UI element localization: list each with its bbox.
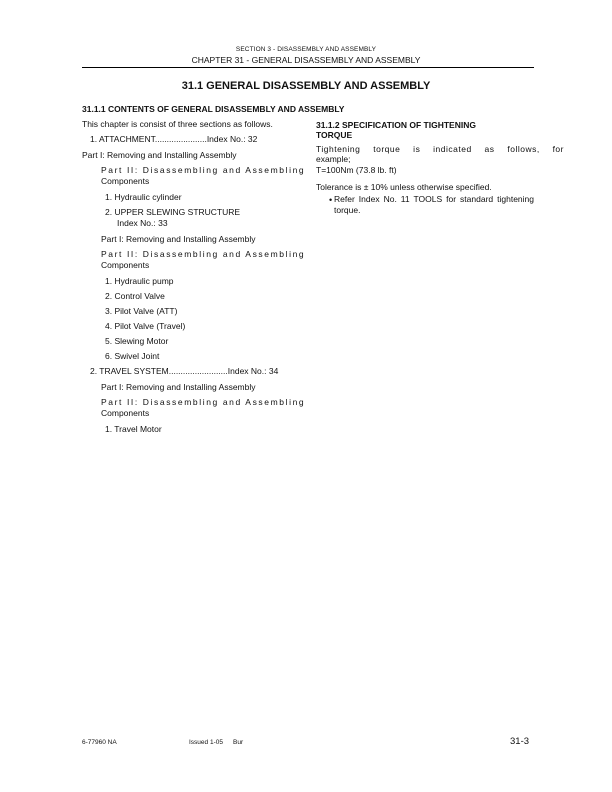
list-item: 1. Hydraulic pump [105, 276, 174, 286]
attachment-line: 1. ATTACHMENT......................Index No.: 32 [90, 134, 258, 144]
footer-bur: Bur [233, 739, 244, 746]
section-title: 31.1 GENERAL DISASSEMBLY AND ASSEMBLY [181, 80, 431, 92]
header-rule [82, 67, 534, 68]
page-number: 31-3 [510, 736, 530, 747]
torque-heading-line2: TORQUE [316, 129, 353, 140]
index-line: Index No.: 33 [117, 218, 168, 228]
part2-line: Part II: Disassembling and Assembling [101, 397, 306, 407]
part2-line: Part II: Disassembling and Assembling [101, 249, 306, 259]
torque-paragraph-line1: Tightening torque is indicated as follows, for [316, 144, 564, 154]
part1-line: Part I: Removing and Installing Assembly [82, 150, 237, 160]
bullet-text: Refer Index No. 11 TOOLS for standard tightening torque. [334, 194, 534, 215]
part1-line: Part I: Removing and Installing Assembly [101, 382, 256, 392]
intro-text: This chapter is consist of three sections as follows. [82, 119, 273, 129]
list-item: 6. Swivel Joint [105, 351, 160, 361]
list-item: 2. UPPER SLEWING STRUCTURE [105, 207, 241, 217]
footer-doc-number: 6-77960 NA [82, 739, 117, 746]
list-item: 2. Control Valve [105, 291, 165, 301]
list-item: 3. Pilot Valve (ATT) [105, 306, 178, 316]
components-line: Components [101, 408, 150, 418]
torque-heading [316, 121, 536, 140]
travel-system-line: 2. TRAVEL SYSTEM.........................Index No.: 34 [90, 366, 279, 376]
torque-example: T=100Nm (73.8 lb. ft) [316, 165, 397, 175]
list-item: 1. Hydraulic cylinder [105, 192, 182, 202]
list-item: 1. Travel Motor [105, 424, 162, 434]
torque-heading-line1: 31.1.2 SPECIFICATION OF TIGHTENING [316, 120, 476, 130]
part1-line: Part I: Removing and Installing Assembly [101, 234, 256, 244]
running-header-section: SECTION 3 - DISASSEMBLY AND ASSEMBLY [235, 46, 377, 53]
footer-issued: Issued 1-05 [189, 739, 223, 746]
contents-heading: 31.1.1 CONTENTS OF GENERAL DISASSEMBLY AND ASSEMBLY [82, 104, 345, 114]
tolerance-text: Tolerance is ± 10% unless otherwise specified. [316, 182, 492, 192]
torque-paragraph-line2: example; [316, 154, 351, 164]
list-item: 5. Slewing Motor [105, 336, 169, 346]
running-header-chapter: CHAPTER 31 - GENERAL DISASSEMBLY AND ASSEMBLY [191, 55, 421, 65]
components-line: Components [101, 260, 150, 270]
part2-line: Part II: Disassembling and Assembling [101, 165, 306, 175]
list-item: 4. Pilot Valve (Travel) [105, 321, 186, 331]
components-line: Components [101, 176, 150, 186]
bullet-icon: • [329, 195, 333, 205]
